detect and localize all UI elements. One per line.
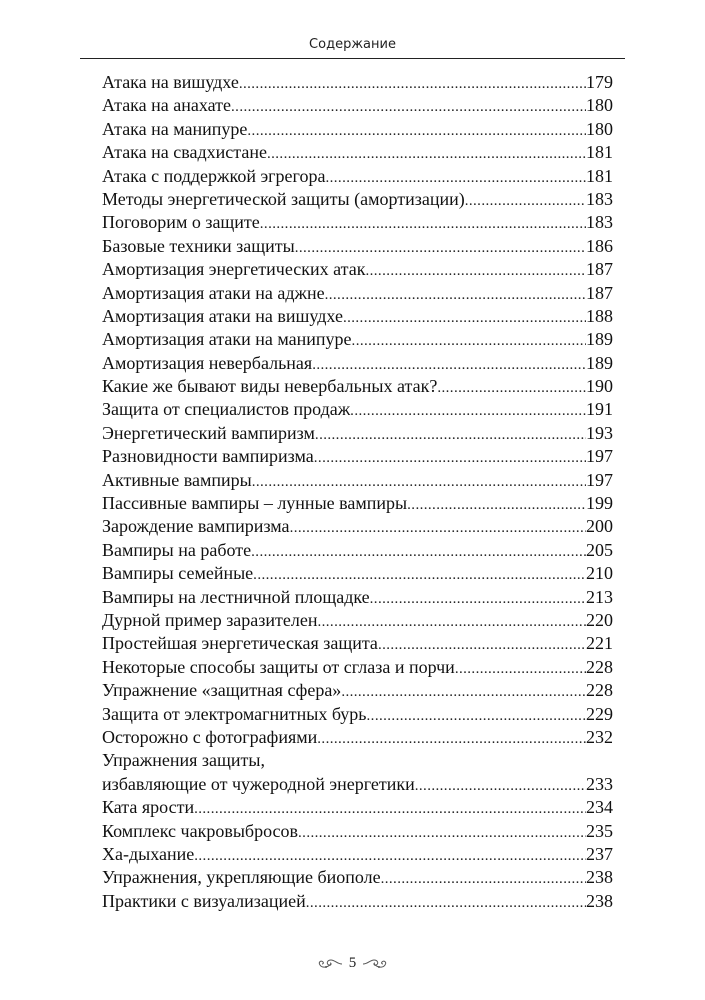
dot-leader xyxy=(381,868,586,891)
toc-entry[interactable] xyxy=(102,515,613,538)
toc-entry-page: 183 xyxy=(586,212,613,233)
toc-entry-page: 200 xyxy=(586,516,613,537)
toc-entry-title: Поговорим о защите xyxy=(102,212,260,233)
toc-entry-title: Зарождение вампиризма xyxy=(102,516,290,537)
dot-leader xyxy=(378,634,586,657)
dot-leader xyxy=(365,260,586,283)
toc-entry-page: 181 xyxy=(586,165,613,186)
toc-entry[interactable] xyxy=(102,235,613,258)
toc-entry[interactable] xyxy=(102,820,613,843)
toc-entry-title: Разновидности вампиризма xyxy=(102,446,314,467)
toc-entry-page: 180 xyxy=(586,118,613,139)
page-number: 5 xyxy=(348,955,357,971)
running-title: Содержание xyxy=(309,37,396,52)
toc-entry-page: 179 xyxy=(586,72,613,92)
toc-entry-title: Амортизация энергетических атак xyxy=(102,259,366,280)
dot-leader xyxy=(253,564,586,587)
toc-entry[interactable] xyxy=(102,586,613,609)
toc-entry-title: Вампиры на работе xyxy=(102,539,252,560)
toc-entry[interactable] xyxy=(102,609,613,632)
toc-entry-page: 180 xyxy=(586,95,613,116)
toc-entry-title: Пассивные вампиры – лунные вампиры xyxy=(102,493,408,514)
toc-entry[interactable] xyxy=(102,422,613,445)
toc-entry-title: Активные вампиры xyxy=(102,469,252,490)
page-folio xyxy=(0,955,705,972)
toc-entry-page: 228 xyxy=(586,656,613,677)
toc-entry[interactable] xyxy=(102,398,613,421)
toc-entry-title: Атака на анахате xyxy=(102,95,232,116)
dot-leader xyxy=(194,798,586,821)
toc-entry-title: Комплекс чакровыбросов xyxy=(102,820,299,841)
toc-entry-title: Атака на вишудхе xyxy=(102,72,239,92)
toc-entry-page: 187 xyxy=(586,259,613,280)
toc-entry-title: Защита от электромагнитных бурь xyxy=(102,703,367,724)
dot-leader xyxy=(312,354,586,377)
dot-leader xyxy=(350,400,586,423)
toc-entry[interactable] xyxy=(102,165,613,188)
left-swirl-ornament-icon xyxy=(317,958,343,970)
toc-entry-page: 228 xyxy=(586,680,613,701)
dot-leader xyxy=(455,658,586,681)
toc-entry-page: 237 xyxy=(586,843,613,864)
toc-entry[interactable] xyxy=(102,305,613,328)
toc-entry[interactable] xyxy=(102,492,613,515)
dot-leader xyxy=(343,307,586,330)
dot-leader xyxy=(260,213,586,236)
toc-entry[interactable] xyxy=(102,375,613,398)
toc-entry-title: Какие же бывают виды невербальных атак? xyxy=(102,376,438,397)
toc-entry-page: 235 xyxy=(586,820,613,841)
toc-entry-title: Упражнение «защитная сфера» xyxy=(102,680,342,701)
toc-entry-title-line1: Упражнения защиты, xyxy=(102,750,265,771)
toc-entry-title: Амортизация атаки на вишудхе xyxy=(102,305,343,326)
dot-leader xyxy=(267,143,586,166)
dot-leader xyxy=(352,330,586,353)
toc-entry-page: 191 xyxy=(586,399,613,420)
dot-leader xyxy=(407,494,586,517)
toc-entry[interactable] xyxy=(102,890,613,913)
dot-leader xyxy=(315,424,586,447)
toc-entry-page: 213 xyxy=(586,586,613,607)
toc-entry-page: 189 xyxy=(586,329,613,350)
dot-leader xyxy=(465,190,586,213)
toc-entry-title: Методы энергетической защиты (амортизации) xyxy=(102,188,465,209)
toc-entry[interactable] xyxy=(102,469,613,492)
dot-leader xyxy=(317,728,586,751)
toc-entry-page: 234 xyxy=(586,797,613,818)
toc-entry-title: Атака с поддержкой эгрегора xyxy=(102,165,326,186)
toc-entry-title: Атака на манипуре xyxy=(102,118,248,139)
right-swirl-ornament-icon xyxy=(362,958,388,970)
toc-entry-page: 190 xyxy=(586,376,613,397)
toc-entry-page: 188 xyxy=(586,305,613,326)
toc-entry[interactable] xyxy=(102,679,613,702)
header-rule xyxy=(80,58,625,59)
dot-leader xyxy=(251,541,586,564)
toc-entry[interactable] xyxy=(102,773,613,796)
dot-leader xyxy=(325,284,586,307)
toc-entry-title: Вампиры семейные xyxy=(102,563,254,584)
toc-entry-title: Упражнения, укрепляющие биополе xyxy=(102,867,381,888)
toc-entry-page: 193 xyxy=(586,422,613,443)
dot-leader xyxy=(415,775,586,798)
table-of-contents xyxy=(102,71,613,913)
dot-leader xyxy=(298,822,586,845)
toc-entry[interactable] xyxy=(102,866,613,889)
toc-entry[interactable] xyxy=(102,703,613,726)
toc-entry-page: 189 xyxy=(586,352,613,373)
toc-entry-title: Атака на свадхистане xyxy=(102,142,267,163)
dot-leader xyxy=(437,377,586,400)
dot-leader xyxy=(290,517,586,540)
toc-entry-page: 229 xyxy=(586,703,613,724)
toc-entry-title: Амортизация атаки на аджне xyxy=(102,282,325,303)
toc-entry-title: Амортизация невербальная xyxy=(102,352,313,373)
toc-entry-title: Энергетический вампиризм xyxy=(102,422,315,443)
toc-entry[interactable] xyxy=(102,328,613,351)
toc-entry-page: 221 xyxy=(586,633,613,654)
dot-leader xyxy=(306,892,586,915)
dot-leader xyxy=(194,845,586,868)
toc-entry-title: Вампиры на лестничной площадке xyxy=(102,586,370,607)
dot-leader xyxy=(247,120,586,143)
toc-entry-page: 187 xyxy=(586,282,613,303)
toc-entry-title: Практики с визуализацией xyxy=(102,890,306,911)
toc-entry-page: 197 xyxy=(586,469,613,490)
dot-leader xyxy=(370,588,586,611)
toc-entry[interactable] xyxy=(102,118,613,141)
toc-entry-title: Защита от специалистов продаж xyxy=(102,399,351,420)
toc-entry-title: Ката ярости xyxy=(102,797,195,818)
toc-entry[interactable] xyxy=(102,632,613,655)
toc-entry[interactable] xyxy=(102,258,613,281)
dot-leader xyxy=(295,237,586,260)
toc-entry[interactable] xyxy=(102,562,613,585)
toc-entry[interactable] xyxy=(102,726,613,749)
toc-entry[interactable] xyxy=(102,188,613,211)
dot-leader xyxy=(341,681,586,704)
toc-entry-page: 233 xyxy=(586,773,613,794)
toc-entry-title: Осторожно с фотографиями xyxy=(102,726,318,747)
toc-entry-page: 183 xyxy=(586,188,613,209)
toc-entry-page: 220 xyxy=(586,609,613,630)
toc-entry[interactable] xyxy=(102,539,613,562)
toc-entry-title: Ха-дыхание xyxy=(102,843,195,864)
toc-entry[interactable] xyxy=(102,445,613,468)
toc-entry-page: 181 xyxy=(586,142,613,163)
toc-entry-page: 238 xyxy=(586,867,613,888)
dot-leader xyxy=(367,705,586,728)
toc-entry-page: 210 xyxy=(586,563,613,584)
toc-entry[interactable] xyxy=(102,141,613,164)
toc-entry[interactable] xyxy=(102,282,613,305)
toc-entry-title: избавляющие от чужеродной энергетики xyxy=(102,773,415,794)
toc-entry[interactable] xyxy=(102,94,613,117)
toc-entry-page: 232 xyxy=(586,726,613,747)
toc-entry-title: Некоторые способы защиты от сглаза и порчи xyxy=(102,656,455,677)
toc-entry-page: 238 xyxy=(586,890,613,911)
toc-entry-page: 197 xyxy=(586,446,613,467)
toc-entry[interactable] xyxy=(102,843,613,866)
toc-entry[interactable] xyxy=(102,796,613,819)
dot-leader xyxy=(231,96,586,119)
toc-entry-page: 199 xyxy=(586,493,613,514)
toc-entry-title: Дурной пример заразителен xyxy=(102,609,318,630)
toc-entry-page: 186 xyxy=(586,235,613,256)
dot-leader xyxy=(252,471,586,494)
toc-entry-title: Амортизация атаки на манипуре xyxy=(102,329,352,350)
toc-entry-title: Базовые техники защиты xyxy=(102,235,295,256)
dot-leader xyxy=(239,73,586,96)
dot-leader xyxy=(317,611,586,634)
toc-entry[interactable] xyxy=(102,656,613,679)
toc-entry-title: Простейшая энергетическая защита xyxy=(102,633,378,654)
dot-leader xyxy=(314,447,586,470)
toc-entry-page: 205 xyxy=(586,539,613,560)
toc-entry[interactable] xyxy=(102,211,613,234)
toc-entry-line1[interactable] xyxy=(102,749,613,772)
toc-entry[interactable] xyxy=(102,71,613,94)
toc-entry[interactable] xyxy=(102,352,613,375)
dot-leader xyxy=(325,167,586,190)
